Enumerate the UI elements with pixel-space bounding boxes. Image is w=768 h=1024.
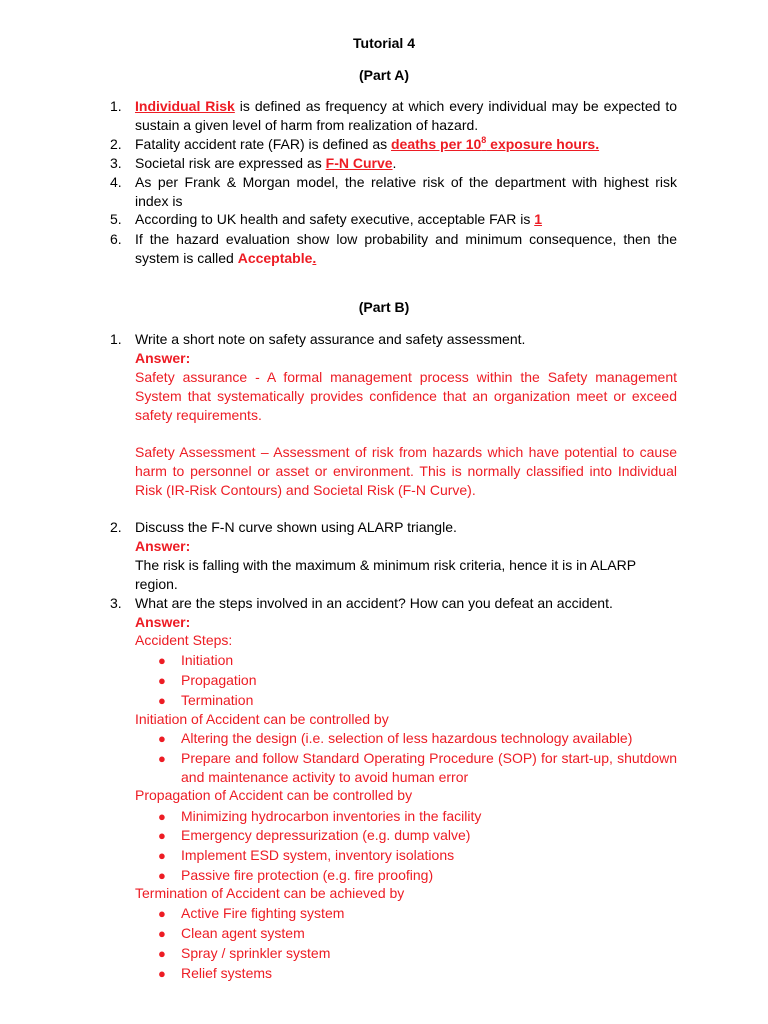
bullet-icon: ● [158,926,166,941]
list-item: Passive fire protection (e.g. fire proofing) [181,867,434,883]
part-a-item-4: As per Frank & Morgan model, the relative risk of the department with highest risk index is [135,174,677,209]
item-number: 5. [110,211,122,227]
bullet-icon: ● [158,828,166,843]
highlight-text: exposure hours. [486,136,600,152]
answer-label: Answer: [135,538,191,554]
highlight-answer: F-N Curve [325,155,393,171]
highlight-answer [391,136,599,152]
page-title: Tutorial 4 [353,35,415,51]
highlight-answer: 1 [534,211,543,227]
answer-2-text: The risk is falling with the maximum & minimum risk criteria, hence it is in ALARP region. [135,557,636,592]
bullet-icon: ● [158,966,166,981]
propagation-heading: Propagation of Accident can be controlled by [135,787,413,803]
list-item: Implement ESD system, inventory isolations [181,847,455,863]
highlight-text: deaths per 10 [391,136,482,152]
list-item: Altering the design (i.e. selection of less hazardous technology available) [181,730,633,746]
item-text: Societal risk are expressed as [135,155,326,171]
list-item: Minimizing hydrocarbon inventories in the facility [181,808,482,824]
part-a-item-6 [135,230,677,268]
highlight-answer-period: . [312,250,317,266]
bullet-icon: ● [158,809,166,824]
list-item: Relief systems [181,965,273,981]
bullet-icon: ● [158,693,166,708]
item-text: According to UK health and safety executive, acceptable FAR is [135,211,535,227]
list-item: Spray / sprinkler system [181,945,331,961]
item-number: 4. [110,174,122,190]
list-item: Emergency depressurization (e.g. dump valve) [181,827,471,843]
bullet-icon: ● [158,946,166,961]
question-3: What are the steps involved in an accident? How can you defeat an accident. [135,595,613,611]
list-item: Clean agent system [181,925,305,941]
part-a-item-5 [135,210,677,229]
list-item: Propagation [181,672,257,688]
highlight-term: Individual Risk [135,98,235,114]
item-number: 2. [110,519,122,535]
bullet-icon: ● [158,906,166,921]
answer-1-paragraph-1: Safety assurance - A formal management process within the Safety management System that systematically provides confidence that an organization meet or exceed safety requirements. [135,369,677,423]
item-text: is defined as frequency at which every individual may be expected to sustain a given level of harm from realization of hazard. [135,98,677,133]
superscript-exponent: 8 [481,135,487,145]
part-b-heading: (Part B) [358,299,410,315]
list-item: Prepare and follow Standard Operating Procedure (SOP) for start-up, shutdown and maintenance activity to avoid human error [181,750,677,785]
part-a-heading: (Part A) [358,67,410,83]
highlight-answer: Acceptable [237,250,313,266]
bullet-icon: ● [158,653,166,668]
list-item: Initiation [181,652,234,668]
bullet-icon: ● [158,848,166,863]
item-text: If the hazard evaluation show low probability and minimum consequence, then the system is called [135,231,677,266]
bullet-icon: ● [158,673,166,688]
list-item: Active Fire fighting system [181,905,345,921]
item-number: 3. [110,595,122,611]
part-a-item-2 [135,135,677,154]
part-a-item-3 [135,154,677,173]
termination-heading: Termination of Accident can be achieved by [135,885,405,901]
list-item: Termination [181,692,254,708]
bullet-icon: ● [158,731,166,746]
bullet-icon: ● [158,868,166,883]
item-number: 3. [110,155,122,171]
question-1: Write a short note on safety assurance and safety assessment. [135,331,526,347]
question-2: Discuss the F-N curve shown using ALARP triangle. [135,519,457,535]
answer-1-paragraph-2: Safety Assessment – Assessment of risk from hazards which have potential to cause harm to personnel or asset or environment. This is normally classified into Individual Risk (IR-Risk Contours) and Societal Risk (F-N Curve). [135,444,677,498]
item-text: Fatality accident rate (FAR) is defined as [135,136,391,152]
initiation-heading: Initiation of Accident can be controlled by [135,711,389,727]
item-number: 6. [110,231,122,247]
item-number: 1. [110,331,122,347]
item-number: 1. [110,98,122,114]
item-text: . [392,155,397,171]
answer-label: Answer: [135,614,191,630]
accident-steps-heading: Accident Steps: [135,632,233,648]
part-a-item-1 [135,97,677,135]
bullet-icon: ● [158,751,166,766]
item-number: 2. [110,136,122,152]
answer-label: Answer: [135,350,191,366]
